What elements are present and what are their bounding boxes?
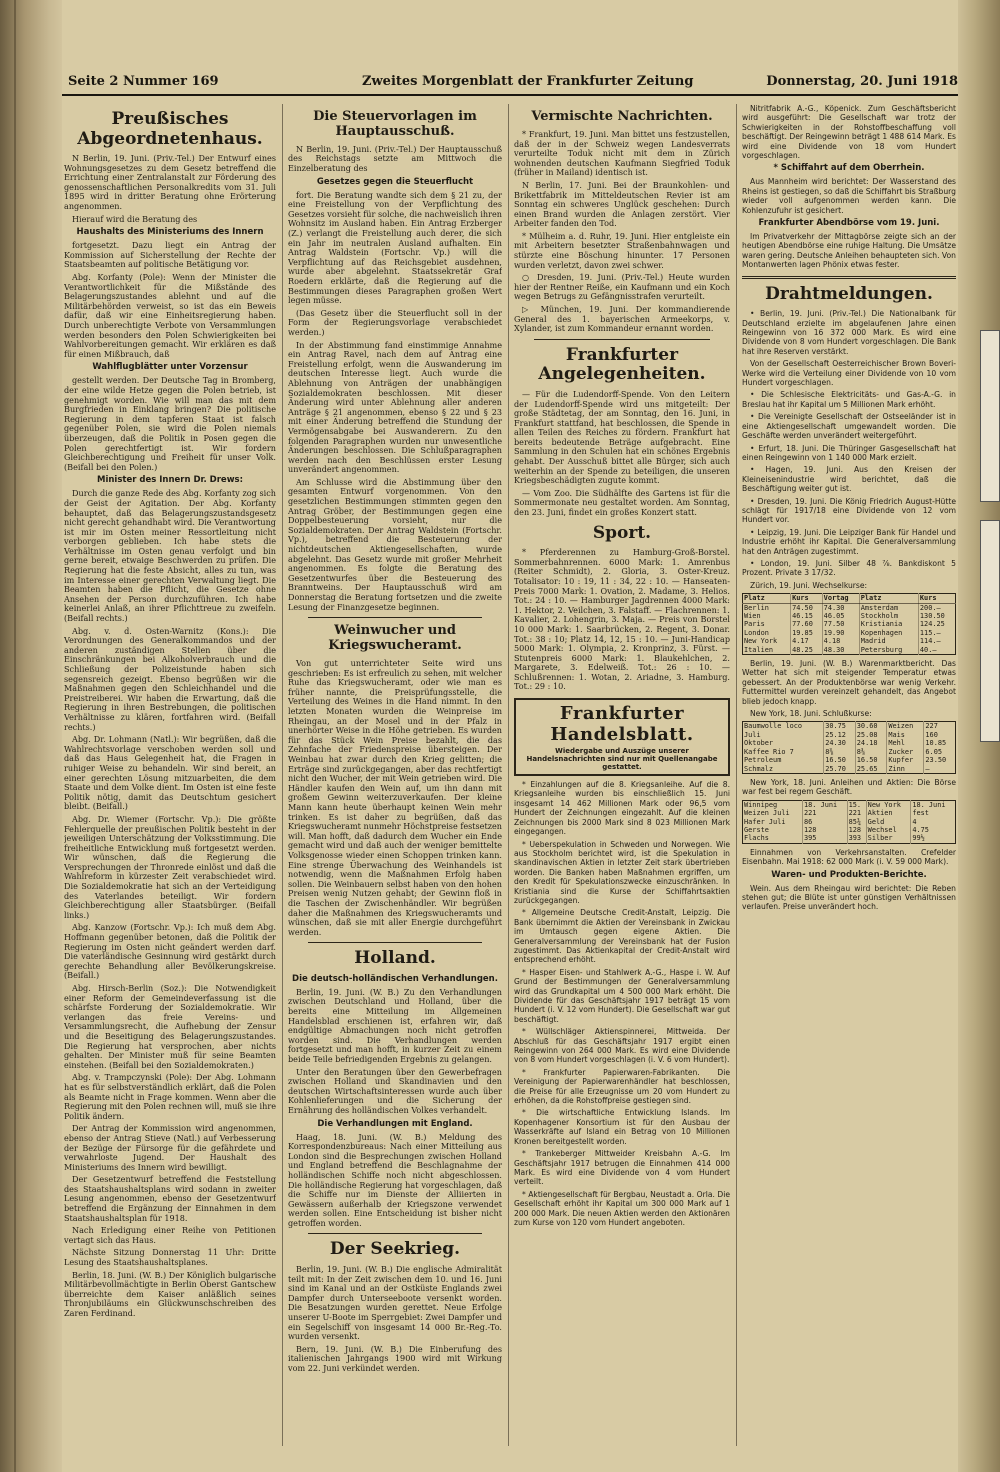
section-divider xyxy=(742,276,956,279)
table-cell: 16.50 xyxy=(855,756,887,764)
article-title: Vermischte Nachrichten. xyxy=(531,109,713,124)
paragraph: (Das Gesetz über die Steuerflucht soll in der Form der Regierungsvorlage verabschiedet werden.) xyxy=(288,307,502,337)
table-cell: 48.30 xyxy=(822,646,859,655)
table-cell: 19.85 xyxy=(791,629,823,637)
table-cell: 25.70 xyxy=(824,765,856,774)
column-3 xyxy=(514,104,730,1450)
table-cell: Wien xyxy=(743,612,791,620)
table-row xyxy=(743,731,956,739)
paragraph: * Frankfurt, 19. Juni. Man bittet uns festzustellen, daß der in der Schweiz wegen Landesverrats verurteilte Toduk nicht mit dem in Zürich wohnenden deutschen Kaufmann Siegfried Toduk (früher in Mailand) identisch ist. xyxy=(514,128,730,178)
table-row xyxy=(743,818,956,826)
table-cell: 160 xyxy=(925,730,938,739)
paragraph: • London, 19. Juni. Silber 48 ⅞. Bankdiskont 5 Prozent. Private 3 17/32. xyxy=(742,558,956,578)
paragraph: * Allgemeine Deutsche Credit-Anstalt, Leipzig. Die Bank übernimmt die Aktien der Vereinsbank in Zwickau im Umtausch gegen eigene Aktien. Die Generalversammlung der Vereinsbank hat der Fusion zugestimmt. Das Aktienkapital der Credit-Anstalt wird entsprechend erhöht. xyxy=(514,908,730,965)
table-cell: 8⅜ xyxy=(855,748,887,756)
table-cell: Gerste xyxy=(743,826,803,834)
table-cell: Zinn xyxy=(887,765,924,774)
section-divider xyxy=(534,339,710,340)
table-cell: Kupfer xyxy=(887,756,924,764)
table-cell: 48.25 xyxy=(791,646,823,655)
table-cell: 77.50 xyxy=(822,620,859,628)
table-cell: Berlin xyxy=(743,603,791,612)
paragraph: Berlin, 19. Juni. (W. B.) Warenmarktbericht. Das Wetter hat sich mit steigender Temperatur etwas gebessert. An der Produktenbörse war wenig Verkehr. Futtermittel wurden vereinzelt gehandelt, das Angebot blieb jedoch knapp. xyxy=(742,659,956,706)
table-cell: 128 xyxy=(847,826,866,834)
paragraph: — Für die Ludendorff-Spende. Von den Leitern der Ludendorff-Spende wird uns mitgeteilt: Der große Städtetag, der am Sonntag, den 16. Juni, in Frankfurt stattfand, hat beschlossen, die Spende in allen Teilen des Reiches zu fördern. Frankfurt hat bereits bedeutende Beträge aufgebracht. Eine Sammlung in den Schulen hat ein schönes Ergebnis gehabt. Der Ausschuß bittet alle Bürger, sich auch weiterhin an der Spende zu beteiligen, die unseren Kriegsbeschädigten zugute kommt. xyxy=(514,388,730,486)
table-cell: 4.18 xyxy=(822,637,859,645)
table-cell: Geld xyxy=(866,818,911,826)
subheading: Wahlflugblätter unter Vorzensur xyxy=(92,362,248,373)
paragraph: Im Privatverkehr der Mittagbörse zeigte sich an der heutigen Abendbörse eine ruhige Haltung. Die Umsätze waren gering. Deutsche Anleihen behaupteten sich. Von Montanwerten lagen Phönix etwas fester. xyxy=(742,232,956,270)
table-cell: 200.— xyxy=(919,603,941,612)
table-cell: 18. Juni xyxy=(912,800,946,809)
table-cell: Kopenhagen xyxy=(859,629,918,637)
table-cell: 25.65 xyxy=(855,765,887,774)
subheading: Minister des Innern Dr. Drews: xyxy=(96,475,244,486)
table-cell: Kristiania xyxy=(859,620,918,628)
paragraph: Abg. Hirsch-Berlin (Soz.): Die Notwendigkeit einer Reform der Gemeindeverfassung ist die schärfste Forderung der Sozialdemokratie. Wir verlangen das freie Vereins- und Versammlungsrecht, die Aufhebung der Zensur und die Beseitigung des Belagerungszustandes. Die Regierung hat versprochen, aber nichts gehalten. Der Minister muß für seine Beamten einstehen. (Beifall bei den Sozialdemokraten.) xyxy=(64,983,276,1070)
table-cell: New York xyxy=(866,800,911,809)
table-cell: 6.05 xyxy=(925,747,943,756)
table-row xyxy=(743,629,956,637)
table-row xyxy=(743,612,956,620)
section-title: Frankfurter Handelsblatt. xyxy=(550,703,694,746)
table-cell: 221 xyxy=(802,809,847,817)
table-cell: Baumwolle loco xyxy=(743,722,824,731)
paragraph: * Aktiengesellschaft für Bergbau, Neustadt a. Orla. Die Gesellschaft erhöht ihr Kapital um 300 000 Mark auf 1 200 000 Mark. Die neuen Aktien werden den Aktionären zum Kurse von 120 vom Hundert angeboten. xyxy=(514,1189,730,1227)
table-row xyxy=(743,620,956,628)
table-cell: Juli xyxy=(743,731,824,739)
paragraph: Durch die ganze Rede des Abg. Korfanty zog sich der Geist der Agitation. Der Abg. Korfanty behauptet, daß das Belagerungszustandsgesetz nicht gerecht gehandhabt wird. Die Verantwortung ist mir im Osten meiner Ressortleitung nicht verborgen geblieben. Ich habe stets die Verhältnisse im Osten genau verfolgt und bin gerne bereit, etwaige Beschwerden zu prüfen. Die Regierung hat die feste Absicht, alles zu tun, was im Interesse einer gerechten Verwaltung liegt. Die Beamten haben die Pflicht, die Gesetze ohne Ansehen der Person durchzuführen. Ich habe keinerlei Anlaß, an ihrer Pflichttreue zu zweifeln. (Beifall rechts.) xyxy=(64,488,276,624)
table-row xyxy=(743,765,956,774)
issue-date: Donnerstag, 20. Juni 1918 xyxy=(766,74,958,89)
paragraph: * Trankeberger Mittweider Kreisbahn A.-G. Im Geschäftsjahr 1917 betrugen die Einnahmen 414 000 Mark. Es wird eine Dividende von 4 vom Hundert verteilt. xyxy=(514,1149,730,1187)
page-header xyxy=(62,74,958,92)
article-title: Frankfurter Angelegenheiten. xyxy=(538,344,706,385)
paragraph: Haag, 18. Juni. (W. B.) Meldung des Korrespondenzbureaus: Nach einer Mitteilung aus London sind die Besprechungen zwischen Holland und England betreffend die Beschlagnahme der holländischen Schiffe noch nicht abgeschlossen. Die holländische Regierung hat vorgeschlagen, daß die Schiffe nur im Dienste der Alliierten in Gewässern außerhalb der Kriegszone verwendet werden sollen. Eine Entscheidung ist bisher nicht getroffen worden. xyxy=(288,1131,502,1228)
paragraph: Am Schlusse wird die Abstimmung über den gesamten Entwurf vorgenommen. Von den gesetzlichen Bestimmungen stimmten gegen den Antrag Gröber, der Bestimmungen gegen eine Doppelbesteuerung vorsieht, nur die Sozialdemokraten. Der Antrag Waldstein (Fortschr. Vp.), betreffend die Besteuerung der nichtdeutschen Aktiengesellschaften, wurde abgelehnt. Das Gesetz wurde mit großer Mehrheit angenommen. Es folgte die Beratung des Gesetzentwurfes über die Besteuerung des Branntweins. Der Hauptausschuß wird am Donnerstag die Beratung fortsetzen und die zweite Lesung der Finanzgesetze beginnen. xyxy=(288,476,502,612)
table-cell: — xyxy=(925,764,930,773)
article-title: Drahtmeldungen. xyxy=(765,283,933,304)
table-cell: 393 xyxy=(847,834,866,843)
table-cell: 30.60 xyxy=(855,722,887,731)
table-cell: 40.— xyxy=(919,645,937,654)
subheading: Waren- und Produkten-Berichte. xyxy=(771,869,927,880)
paragraph: — Vom Zoo. Die Südhälfte des Gartens ist für die Sommermonate neu gestaltet worden. Am Sonntag, den 23. Juni, findet ein großes Konzert statt. xyxy=(514,487,730,518)
table-cell: 130.50 xyxy=(919,612,945,621)
table-cell: Weizen xyxy=(887,722,924,731)
table-cell: Italien xyxy=(743,646,791,655)
article-title: Sport. xyxy=(592,522,652,543)
paragraph: * Die wirtschaftliche Entwicklung Islands. Im Kopenhagener Konsortium ist für den Ausbau der Wasserkräfte auf Island ein Betrag von 10 Millionen Kronen bereitgestellt worden. xyxy=(514,1108,730,1146)
paragraph: ○ Dresden, 19. Juni. (Priv.-Tel.) Heute wurden hier der Rentner Reiße, ein Kaufmann und ein Koch wegen Betrugs zu Gefängnisstrafen verurteilt. xyxy=(514,272,730,302)
table-cell: 23.50 xyxy=(925,756,947,765)
table-cell: Aktien xyxy=(866,809,911,817)
table-cell: Mehl xyxy=(887,739,924,747)
table-cell: 395 xyxy=(802,834,847,843)
subheading: Die deutsch-holländischen Verhandlungen. xyxy=(292,973,498,984)
paragraph: N Berlin, 19. Juni. (Priv.-Tel.) Der Hauptausschuß des Reichstags setzte am Mittwoch die Einzelberatung des xyxy=(288,143,502,174)
commodity-table xyxy=(742,721,956,773)
paragraph: Von gut unterrichteter Seite wird uns geschrieben: Es ist erfreulich zu sehen, mit welcher Ruhe das Kriegswucheramt, oder wie man es früher nannte, die Preisprüfungsstelle, die Verteilung des Weines in die Hand nimmt. In den letzten Monaten wurden die Weinpreise im Rheingau, an der Mosel und in der Pfalz in unerhörter Weise in die Höhe getrieben. Es wurden für das Stück Wein Preise bezahlt, die das Zehnfache der Friedenspreise übersteigen. Der Weinbau hat zwar durch den Krieg gelitten; die Erträge sind zurückgegangen, aber das rechtfertigt nicht den Wucher, der mit Wein getrieben wird. Die Händler kaufen den Wein auf, um ihn dann mit großem Gewinn weiterzuverkaufen. Der kleine Mann kann heute überhaupt keinen Wein mehr trinken. Es ist daher zu begrüßen, daß das Kriegswucheramt nunmehr Höchstpreise festsetzen will. Man hofft, daß dadurch dem Wucher ein Ende gemacht wird und daß auch der weniger bemittelte Volksgenosse wieder einen Schoppen trinken kann. Eine strenge Überwachung des Weinhandels ist notwendig, wenn die Maßnahmen Erfolg haben sollen. Die Weinbauern selbst haben von den hohen Preisen wenig Nutzen gehabt; der Gewinn floß in die Taschen der Zwischenhändler. Wir begrüßen daher die Maßnahmen des Kriegswucheramts und wünschen, daß sie mit aller Energie durchgeführt werden. xyxy=(288,658,502,937)
table-cell: 19.90 xyxy=(822,629,859,637)
table-cell: Schmalz xyxy=(743,765,824,774)
table-cell: Silber xyxy=(866,834,911,843)
table-header-cell: Kurs xyxy=(791,594,823,603)
masthead: Zweites Morgenblatt der Frankfurter Zeitung xyxy=(362,74,694,89)
table-cell: 115.— xyxy=(919,628,941,637)
table-cell: 86 xyxy=(802,818,847,826)
table-row xyxy=(743,603,956,612)
column-rule xyxy=(282,104,283,1446)
paragraph: * Frankfurter Papierwaren-Fabrikanten. Die Vereinigung der Papierwarenhändler hat beschlossen, die Preise für alle Erzeugnisse um 20 vom Hundert zu erhöhen, da die Rohstoffpreise gestiegen sind. xyxy=(514,1067,730,1106)
table-cell: fest xyxy=(912,809,929,818)
table-cell: 24.30 xyxy=(824,739,856,747)
table-cell: Oktober xyxy=(743,739,824,747)
column-4 xyxy=(742,104,956,1450)
paragraph: * Ueberspekulation in Schweden und Norwegen. Wie aus Stockholm berichtet wird, ist die Spekulation in skandinavischen Aktien in letzter Zeit stark übertrieben worden. Die Banken haben Maßnahmen ergriffen, um den Kredit für Spekulationszwecke einzuschränken. In Kristiania sind die Kurse der Schiffahrtsaktien zurückgegangen. xyxy=(514,839,730,905)
table-cell: 77.60 xyxy=(791,620,823,628)
column-2 xyxy=(288,104,502,1450)
table-cell: 18. Juni xyxy=(802,800,847,809)
table-cell: Kaffee Rio 7 xyxy=(743,748,824,756)
table-cell: 221 xyxy=(847,809,866,817)
table-cell: 74.50 xyxy=(791,603,823,612)
paragraph: Abg. Kanzow (Fortschr. Vp.): Ich muß dem Abg. Hoffmann gegenüber betonen, daß die Politik der Regierung im Osten nicht geändert werden darf. Die vaterländische Gesinnung wird gestärkt durch gerechte Behandlung aller Bevölkerungskreise. (Beifall.) xyxy=(64,922,276,981)
paragraph: Einnahmen von Verkehrsanstalten. Crefelder Eisenbahn. Mai 1918: 62 000 Mark (i. V. 59 000 Mark). xyxy=(742,847,956,867)
paragraph: Hierauf wird die Beratung des xyxy=(72,213,198,224)
table-cell: Amsterdam xyxy=(859,603,918,612)
subheading: Haushalts des Ministeriums des Innern xyxy=(76,227,264,238)
paragraph: * Einzahlungen auf die 8. Kriegsanleihe. Auf die 8. Kriegsanleihe wurden bis einschließlich 15. Juni insgesamt 14 462 Millionen Mark oder 96,5 vom Hundert der Zeichnungen eingezahlt. Auf die kleinen Zeichnungen bis 2000 Mark sind 8 023 Millionen Mark eingegangen. xyxy=(514,780,730,837)
table-cell: 124.25 xyxy=(919,620,945,629)
paragraph: * Pferderennen zu Hamburg-Groß-Borstel. Sommerbahnrennen. 6000 Mark: 1. Amrenbus (Reiter Schmidt), 2. Gloria, 3. Oster-Kreuz. Totalisator: 10 : 19, 11 : 34, 22 : 10. — Hanseaten-Preis 7000 Mark: 1. Ovation, 2. Madame, 3. Helios. Tot.: 24 : 10. — Hamburger Jagdrennen 4000 Mark: 1. Hektor, 2. Veilchen, 3. Falstaff. — Flachrennen: 1. Kavalier, 2. Lohengrin, 3. Maja. — Preis von Borstel 10 000 Mark: 1. Saarbrücken, 2. Regent, 3. Donar. Tot.: 38 : 10; Platz 14, 12, 15 : 10. — Juni-Handicap 5000 Mark: 1. Olympia, 2. Kronprinz, 3. Fürst. — Stutenpreis 6000 Mark: 1. Blaukehlchen, 2. Margarete, 3. Edelweiß. Tot.: 26 : 10. — Schlußrennen: 1. Wotan, 2. Ariadne, 3. Hamburg. Tot.: 29 : 10. xyxy=(514,547,730,692)
binding-gutter xyxy=(0,0,62,1472)
paragraph: * Hasper Eisen- und Stahlwerk A.-G., Haspe i. W. Auf Grund der Bestimmungen der Generalversammlung wird das Grundkapital um 4 500 000 Mark erhöht. Die Dividende für das Geschäftsjahr 1917 beträgt 15 vom Hundert (i. V. 12 vom Hundert). Die Gesellschaft war gut beschäftigt. xyxy=(514,967,730,1024)
table-cell: 16.50 xyxy=(824,756,856,764)
section-divider xyxy=(308,1233,482,1234)
paragraph: Abg. v. d. Osten-Warnitz (Kons.): Die Verordnungen des Generalkommandos und der anderen zuständigen Stellen über die Einschränkungen bei Alkoholverbrauch und die Schließung der Polizeistunde haben sich segensreich gezeigt. Ebenso begrüßen wir die Maßnahmen gegen den Schleichhandel und die Preistreiberei. Wir haben die Erwartung, daß die Regierung in ihren Bestrebungen, die politischen Verhältnisse zu klären, fortfahren wird. (Beifall rechts.) xyxy=(64,625,276,732)
paragraph: Von der Gesellschaft Oesterreichischer Brown Boveri-Werke wird die Verteilung einer Dividende von 10 vom Hundert vorgeschlagen. xyxy=(742,359,956,388)
table-cell: Stockholm xyxy=(859,612,918,620)
section-divider xyxy=(308,617,482,618)
paragraph: Berlin, 19. Juni. (W. B.) Zu den Verhandlungen zwischen Deutschland und Holland, über die bereits eine Mitteilung im Allgemeinen Handelsblad erschienen ist, erfahren wir, daß endgültige Abmachungen noch nicht getroffen worden sind. Die Verhandlungen werden fortgesetzt und man hofft, in kurzer Zeit zu einem beide Teile befriedigenden Ergebnis zu gelangen. xyxy=(288,986,502,1064)
article-title: Holland. xyxy=(354,948,436,969)
paragraph: ▷ München, 19. Juni. Der kommandierende General des 1. bayerischen Armeekorps, v. Xylander, ist zum Kommandeur ernannt worden. xyxy=(514,304,730,334)
table-cell: Paris xyxy=(743,620,791,628)
table-cell: 46.05 xyxy=(822,612,859,620)
header-rule xyxy=(62,94,958,96)
table-cell: 227 xyxy=(925,722,938,731)
subheading: Die Verhandlungen mit England. xyxy=(317,1118,473,1129)
table-cell: Petroleum xyxy=(743,756,824,764)
paragraph: Unter den Beratungen über den Gewerbefragen zwischen Holland und Skandinavien und den deutschen Wirtschaftsinteressen wurde auch über Kohlenlieferungen und die Sicherung der Ernährung des holländischen Volkes verhandelt. xyxy=(288,1066,502,1115)
adjacent-page-strip xyxy=(980,330,1000,502)
subheading: * Schiffahrt auf dem Oberrhein. xyxy=(773,163,925,174)
paragraph: N Berlin, 17. Juni. Bei der Braunkohlen- und Brikettfabrik im Mitteldeutschen Revier ist am Sonntag ein schweres Unglück geschehen: Durch einen Brand wurden die Anlagen zerstört. Vier Arbeiter fanden den Tod. xyxy=(514,179,730,229)
table-row xyxy=(743,809,956,817)
subheading: Gesetzes gegen die Steuerflucht xyxy=(316,176,474,187)
paragraph: • Die Schlesische Elektricitäts- und Gas-A.-G. in Breslau hat ihr Kapital um 5 Millionen Mark erhöht. xyxy=(742,390,956,409)
paragraph: • Leipzig, 19. Juni. Die Leipziger Bank für Handel und Industrie erhöht ihr Kapital. Die Generalversammlung hat den Anträgen zugestimmt. xyxy=(742,527,956,556)
paragraph: gestellt werden. Der Deutsche Tag in Bromberg, der eine wilde Hetze gegen die Polen betrieb, ist genehmigt worden. Wie will man das mit dem Burgfrieden in Einklang bringen? Die politische Regierung in dem tapferen Staat ist falsch gegenüber Polen, sie wird die Polen niemals überzeugen, daß die Politik in Posen gegen die Polen gerechtfertigt ist. Wir fordern Gleichberechtigung und Freiheit für unser Volk. (Beifall bei den Polen.) xyxy=(64,375,276,472)
newspaper-sheet xyxy=(62,64,958,1456)
table-cell: 8⅜ xyxy=(824,748,856,756)
article-title: Preußisches Abgeordnetenhaus. xyxy=(77,109,263,149)
table-cell: 25.12 xyxy=(824,731,856,739)
table-header-cell: Vortag xyxy=(822,594,859,603)
table-header-cell: Platz xyxy=(859,594,918,603)
article-title: Weinwucher und Kriegswucheramt. xyxy=(328,623,462,654)
paragraph: Der Gesetzentwurf betreffend die Feststellung des Staatshaushaltsplans wird sodann in zweiter Lesung angenommen, ebenso der Gesetzentwurf betreffend die Ergänzung der Einnahmen in dem Staatshaushaltsplan für 1918. xyxy=(64,1174,276,1223)
table-row xyxy=(743,756,956,764)
paragraph: Nitritfabrik A.-G., Köpenick. Zum Geschäftsbericht wird ausgeführt: Die Gesellschaft war trotz der Schwierigkeiten in der Rohstoffbeschaffung voll beschäftigt. Der Reingewinn beträgt 1 488 614 Mark. Es wird eine Dividende von 18 vom Hundert vorgeschlagen. xyxy=(742,104,956,161)
table-cell: Wechsel xyxy=(866,826,911,834)
paragraph: New York, 18. Juni. Schlußkurse: xyxy=(750,709,872,719)
table-cell: Flachs xyxy=(743,834,803,843)
table-row xyxy=(743,646,956,655)
paragraph: Abg. v. Trampczynski (Pole): Der Abg. Lohmann hat es für selbstverständlich erklärt, daß die Polen als Beamte nicht in Frage kommen. Wenn aber die Regierung mit den Polen rechnen will, muß sie ihre Politik ändern. xyxy=(64,1072,276,1121)
section-notice: Wiedergabe und Auszüge unserer Handelsnachrichten sind nur mit Quellenangabe gestattet. xyxy=(526,747,718,772)
paragraph: * Mülheim a. d. Ruhr, 19. Juni. Hier entgleiste ein mit Arbeitern besetzter Straßenbahnwagen und stürzte eine Böschung hinunter. 17 Personen wurden verletzt, davon zwei schwer. xyxy=(514,230,730,270)
table-cell: Madrid xyxy=(859,637,918,645)
paragraph: Berlin, 19. Juni. (W. B.) Die englische Admiralität teilt mit: In der Zeit zwischen dem 10. und 16. Juni sind im Kanal und an der Ostküste Englands zwei Dampfer durch Unterseeboote versenkt worden. Die Besatzungen wurden gerettet. Neue Erfolge unserer U-Boote im Sperrgebiet: Zwei Dampfer und ein Segelschiff von insgesamt 14 000 Br.-Reg.-To. wurden versenkt. xyxy=(288,1264,502,1342)
article-title: Der Seekrieg. xyxy=(329,1239,461,1260)
page-number: Seite 2 Nummer 169 xyxy=(68,74,219,89)
paragraph: Berlin, 18. Juni. (W. B.) Der Königlich bulgarische Militärbevollmächtigte in Berlin Oberst Gantschew überreichte dem Kaiser anläßlich seines Thronjubiläums ein Glückwunschschreiben des Zaren Ferdinand. xyxy=(64,1269,276,1318)
paragraph: Zürich, 19. Juni. Wechselkurse: xyxy=(750,580,868,590)
paragraph: • Hagen, 19. Juni. Aus den Kreisen der Kleineisenindustrie wird berichtet, daß die Beschäftigung weiter gut ist. xyxy=(742,465,956,494)
table-cell: 10.85 xyxy=(925,739,947,748)
table-cell: 25.08 xyxy=(855,731,887,739)
handelsblatt-masthead xyxy=(514,698,730,776)
adjacent-page-strip xyxy=(980,520,1000,742)
table-cell: 46.15 xyxy=(791,612,823,620)
paragraph: Der Antrag der Kommission wird angenommen, ebenso der Antrag Stieve (Natl.) auf Verbesserung der Bezüge der Fürsorge für die gefährdete und verwahrloste Jugend. Der Haushalt des Ministeriums des Innern wird bewilligt. xyxy=(64,1123,276,1172)
section-divider xyxy=(308,942,482,943)
table-cell: Winnipeg xyxy=(743,800,803,809)
table-cell: Petersburg xyxy=(859,646,918,655)
paragraph: Nach Erledigung einer Reihe von Petitionen vertagt sich das Haus. xyxy=(64,1225,276,1245)
paragraph: Abg. Dr. Wiemer (Fortschr. Vp.): Die größte Fehlerquelle der preußischen Politik besteht in der jeweiligen Unterschätzung der Volksstimmung. Die freiheitliche Entwicklung muß fortgesetzt werden. Wir wünschen, daß die Regierung die Versprechungen der Thronrede einlöst und daß die Wahlreform in kürzester Zeit verabschiedet wird. Die Sozialdemokratie hat sich an der Verteidigung des Vaterlandes beteiligt. Wir fordern Gleichberechtigung aller Staatsbürger. (Beifall links.) xyxy=(64,813,276,920)
page-edge xyxy=(958,0,1000,1472)
paragraph: Abg. Dr. Lohmann (Natl.): Wir begrüßen, daß die Wahlrechtsvorlage verschoben werden soll und daß das Haus Gelegenheit hat, die Fragen in ruhiger Weise zu behandeln. Wir sind bereit, an einer gerechten Lösung mitzuarbeiten, die dem Staate und dem Volke dient. Im Osten ist eine feste Politik nötig, damit das Deutschtum gesichert bleibt. (Beifall.) xyxy=(64,734,276,812)
article-title: Die Steuervorlagen im Hauptausschuß. xyxy=(313,109,477,139)
table-row xyxy=(743,637,956,645)
table-row xyxy=(743,834,956,843)
table-row xyxy=(743,826,956,834)
table-cell: 128 xyxy=(802,826,847,834)
table-cell: 4.17 xyxy=(791,637,823,645)
paragraph: N Berlin, 19. Juni. (Priv.-Tel.) Der Entwurf eines Wohnungsgesetzes zu dem Gesetz betreffend die Errichtung einer Zentralanstalt zur Förderung des genossenschaftlichen Personalkredits vom 31. Juli 1895 wird in dritter Beratung ohne Erörterung angenommen. xyxy=(64,153,276,212)
exchange-rate-table xyxy=(742,593,956,655)
table-row xyxy=(743,800,956,809)
paragraph: * Wüllschläger Aktienspinnerei, Mittweida. Der Abschluß für das Geschäftsjahr 1917 ergibt einen Reingewinn von 264 000 Mark. Es wird eine Dividende von 8 vom Hundert vorgeschlagen (i. V. 6 vom Hundert). xyxy=(514,1027,730,1065)
paragraph: Abg. Korfanty (Pole): Wenn der Minister die Verantwortlichkeit für die Mißstände des Belagerungszustandes ablehnt und auf die Militärbehörden verweist, so ist das ein Beweis dafür, daß wir eine Einheitsregierung haben. Durch unberechtigte Verbote von Versammlungen werden besonders den Polen Schwierigkeiten bei Wahlvorbereitungen gemacht. Wir erklären es daß für einen Mißbrauch, daß xyxy=(64,272,276,359)
subheading: Frankfurter Abendbörse vom 19. Juni. xyxy=(758,218,940,229)
table-cell: Hafer Juli xyxy=(743,818,803,826)
table-header-cell: Kurs xyxy=(918,594,955,603)
column-rule xyxy=(508,104,509,1446)
table-cell: Mais xyxy=(887,731,924,739)
table-header-row xyxy=(743,594,956,603)
table-cell: 4.75 xyxy=(912,825,929,834)
column-1 xyxy=(64,104,276,1450)
table-row xyxy=(743,748,956,756)
paragraph: fort. Die Beratung wandte sich dem § 21 zu, der eine Freistellung von der Verpflichtung des Gesetzes vorsieht für solche, die nachweislich ihren Wohnsitz im Ausland haben. Ein Antrag Erzberger (Z.) verlangt die Freistellung auch derer, die sich ein Jahr im neutralen Ausland aufhalten. Ein Antrag Waldstein (Fortschr. Vp.) will die Verpflichtung auf das Reichsgebiet ausdehnen, wurde aber abgelehnt. Staatssekretär Graf Roedern erklärte, daß die Regierung auf die Bestimmungen dieses Paragraphen großen Wert legen müsse. xyxy=(288,189,502,306)
paragraph: Bern, 19. Juni. (W. B.) Die Einberufung des italienischen Jahrgangs 1900 wird mit Wirkung vom 22. Juni verkündet werden. xyxy=(288,1343,502,1373)
table-cell: 85¾ xyxy=(847,818,866,826)
column-rule xyxy=(736,104,737,1446)
table-cell: Weizen Juli xyxy=(743,809,803,817)
paragraph: fortgesetzt. Dazu liegt ein Antrag der Kommission auf Sicherstellung der Rechte der Staatsbeamten auf politische Betätigung vor. xyxy=(64,240,276,270)
paragraph: In der Abstimmung fand einstimmige Annahme ein Antrag Ravel, nach dem auf Antrag eine Freistellung erfolgt, wenn die Auswanderung im deutschen Interesse liegt. Auch wurde die Ablehnung von Anträgen der unabhängigen Sozialdemokraten beschlossen. Mit dieser Änderung wird unter Ablehnung aller anderen Anträge § 21 angenommen, ebenso § 22 und § 23 mit einer Änderung betreffend die Stundung der Vermögensabgabe bei Auswanderern. Zu den folgenden Paragraphen wurden nur unwesentliche Änderungen beschlossen. Die Schlußparagraphen werden nach den Beschlüssen erster Lesung unverändert angenommen. xyxy=(288,339,502,475)
table-row xyxy=(743,722,956,731)
paragraph: • Berlin, 19. Juni. (Priv.-Tel.) Die Nationalbank für Deutschland erzielte im abgelaufenen Jahre einen Reingewinn von 16 372 000 Mark. Es wird eine Dividende von 8 vom Hundert vorgeschlagen. Die Bank hat ihre Reserven verstärkt. xyxy=(742,309,956,356)
table-cell: 114.— xyxy=(919,637,941,646)
table-cell: 4 xyxy=(912,817,917,826)
table-cell: 30.75 xyxy=(824,722,856,731)
table-cell: Zucker xyxy=(887,748,924,756)
paragraph: • Erfurt, 18. Juni. Die Thüringer Gasgesellschaft hat einen Reingewinn von 1 140 000 Mark erzielt. xyxy=(742,443,956,462)
paragraph: • Die Vereinigte Gesellschaft der Ostseeländer ist in eine Aktiengesellschaft umgewandelt worden. Die Geschäfte werden unverändert weitergeführt. xyxy=(742,412,956,441)
table-cell: 24.18 xyxy=(855,739,887,747)
paragraph: Wein. Aus dem Rheingau wird berichtet: Die Reben stehen gut; die Blüte ist unter günstigen Verhältnissen verlaufen. Preise unverändert hoch. xyxy=(742,883,956,912)
table-cell: 15. xyxy=(847,800,866,809)
table-cell: London xyxy=(743,629,791,637)
paragraph: Nächste Sitzung Donnerstag 11 Uhr: Dritte Lesung des Staatshaushaltsplanes. xyxy=(64,1247,276,1268)
table-header-cell: Platz xyxy=(743,594,791,603)
table-cell: 74.30 xyxy=(822,603,859,612)
table-cell: 99½ xyxy=(912,834,925,843)
table-cell: New York xyxy=(743,637,791,645)
grain-table xyxy=(742,800,956,844)
paragraph: New York, 18. Juni. Anleihen und Aktien: Die Börse war fest bei regem Geschäft. xyxy=(742,777,956,797)
paragraph: • Dresden, 19. Juni. Die König Friedrich August-Hütte schlägt für 1917/18 eine Dividende von 12 vom Hundert vor. xyxy=(742,496,956,525)
table-row xyxy=(743,739,956,747)
paragraph: Aus Mannheim wird berichtet: Der Wasserstand des Rheins ist gestiegen, so daß die Schiffahrt bis Straßburg wieder voll aufgenommen werden kann. Die Kohlenzufuhr ist gesichert. xyxy=(742,177,956,215)
